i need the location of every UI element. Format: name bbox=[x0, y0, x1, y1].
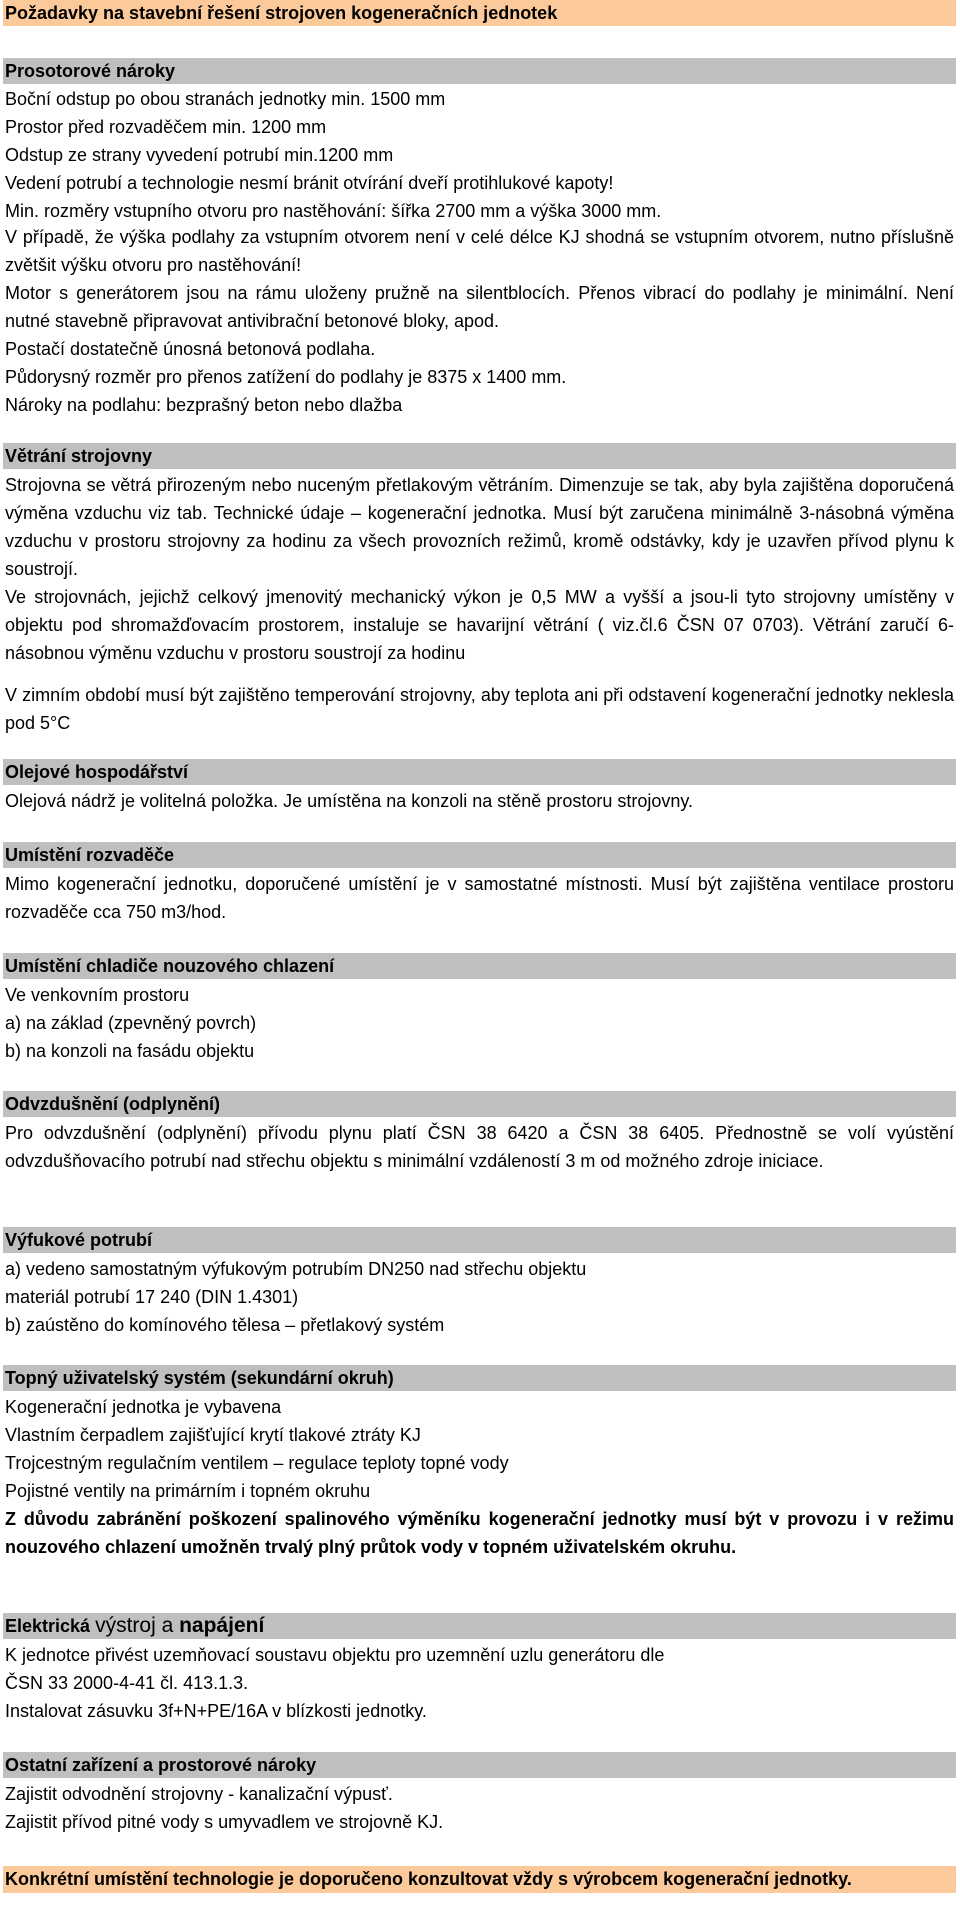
text-line: Vedení potrubí a technologie nesmí bránit otvírání dveří protihlukové kapoty! bbox=[5, 173, 614, 193]
paragraph: Ve strojovnách, jejichž celkový jmenovitý mechanický výkon je 0,5 MW a vyšší a jsou-li tyto strojovny umístěny v objektu pod shromažďovacím prostorem, instaluje se havarijní větrání ( viz.čl.6 ČSN 07 0703). Větrání zaručí 6-násobnou výměnu vzduchu v prostoru soustrojí za hodinu bbox=[5, 587, 954, 663]
section-heading-odvzdusneni: Odvzdušnění (odplynění) bbox=[3, 1091, 956, 1117]
text-line: Kogenerační jednotka je vybavena bbox=[5, 1397, 282, 1417]
text-line: b) zaústěno do komínového tělesa – přetlakový systém bbox=[5, 1315, 445, 1335]
text-line: materiál potrubí 17 240 (DIN 1.4301) bbox=[5, 1287, 299, 1307]
text-line: a) vedeno samostatným výfukovým potrubím DN250 nad střechu objektu bbox=[5, 1259, 587, 1279]
text-line: Zajistit odvodnění strojovny - kanalizační výpusť. bbox=[5, 1784, 393, 1804]
section-heading-ostatni: Ostatní zařízení a prostorové nároky bbox=[3, 1752, 956, 1778]
text-line: Zajistit přívod pitné vody s umyvadlem ve strojovně KJ. bbox=[5, 1812, 444, 1832]
text-line: Min. rozměry vstupního otvoru pro nastěhování: šířka 2700 mm a výška 3000 mm. bbox=[5, 201, 662, 221]
section-heading-topny: Topný uživatelský systém (sekundární okruh) bbox=[3, 1365, 956, 1391]
section-heading-rozvadec: Umístění rozvaděče bbox=[3, 842, 956, 868]
text-line: Půdorysný rozměr pro přenos zatížení do podlahy je 8375 x 1400 mm. bbox=[5, 367, 567, 387]
text-line: Nároky na podlahu: bezprašný beton nebo dlažba bbox=[5, 395, 403, 415]
text-line: Vlastním čerpadlem zajišťující krytí tlakové ztráty KJ bbox=[5, 1425, 421, 1445]
section-heading-chladic: Umístění chladiče nouzového chlazení bbox=[3, 953, 956, 979]
section-heading-vyfuk: Výfukové potrubí bbox=[3, 1227, 956, 1253]
footer-notice: Konkrétní umístění technologie je doporučeno konzultovat vždy s výrobcem kogenerační jednotky. bbox=[3, 1866, 956, 1893]
paragraph: V zimním období musí být zajištěno temperování strojovny, aby teplota ani při odstavení kogenerační jednotky neklesla pod 5°C bbox=[5, 685, 954, 733]
heading-part: napájení bbox=[179, 1614, 265, 1637]
section-heading-prostor: Prosotorové nároky bbox=[3, 58, 956, 84]
paragraph: Motor s generátorem jsou na rámu uloženy pružně na silentblocích. Přenos vibrací do podlahy je minimální. Není nutné stavebně připravovat antivibrační betonové bloky, apod. bbox=[5, 283, 954, 331]
paragraph: Pro odvzdušnění (odplynění) přívodu plynu platí ČSN 38 6420 a ČSN 38 6405. Přednostně se volí vyústění odvzdušňovacího potrubí nad střechu objektu s minimální vzdáleností 3 m od možného zdroje iniciace. bbox=[5, 1123, 954, 1171]
paragraph: Strojovna se větrá přirozeným nebo nuceným přetlakovým větráním. Dimenzuje se tak, aby byla zajištěna doporučená výměna vzduchu viz tab. Technické údaje – kogenerační jednotka. Musí být zaručena minimálně 3-násobná výměna vzduchu v prostoru strojovny za hodinu za všech provozních režimů, kromě odstávky, kdy je uzavřen přívod plynu k soustrojí. bbox=[5, 475, 954, 579]
text-line: ČSN 33 2000-4-41 čl. 413.1.3. bbox=[5, 1673, 249, 1693]
section-heading-elektro bbox=[3, 1613, 956, 1639]
paragraph: V případě, že výška podlahy za vstupním otvorem není v celé délce KJ shodná se vstupním otvorem, nutno příslušně zvětšit výšku otvoru pro nastěhování! bbox=[5, 227, 954, 275]
text-line: b) na konzoli na fasádu objektu bbox=[5, 1041, 255, 1061]
paragraph: Mimo kogenerační jednotku, doporučené umístění je v samostatné místnosti. Musí být zajištěna ventilace prostoru rozvaděče cca 750 m3/hod. bbox=[5, 874, 954, 922]
document-title: Požadavky na stavební řešení strojoven kogeneračních jednotek bbox=[3, 0, 956, 26]
section-heading-olej: Olejové hospodářství bbox=[3, 759, 956, 785]
text-line: Odstup ze strany vyvedení potrubí min.1200 mm bbox=[5, 145, 394, 165]
text-line: Postačí dostatečně únosná betonová podlaha. bbox=[5, 339, 376, 359]
text-line: Trojcestným regulačním ventilem – regulace teploty topné vody bbox=[5, 1453, 509, 1473]
text-line: Instalovat zásuvku 3f+N+PE/16A v blízkosti jednotky. bbox=[5, 1701, 427, 1721]
text-line: Pojistné ventily na primárním i topném okruhu bbox=[5, 1481, 371, 1501]
heading-part: Elektrická bbox=[5, 1616, 96, 1636]
bold-notice: Z důvodu zabránění poškození spalinového výměníku kogenerační jednotky musí být v provozu i v režimu nouzového chlazení umožněn trvalý plný průtok vody v topném uživatelském okruhu. bbox=[5, 1509, 954, 1557]
text-line: Boční odstup po obou stranách jednotky min. 1500 mm bbox=[5, 89, 446, 109]
text-line: Olejová nádrž je volitelná položka. Je umístěna na konzoli na stěně prostoru strojovny. bbox=[5, 791, 694, 811]
text-line: a) na základ (zpevněný povrch) bbox=[5, 1013, 257, 1033]
heading-part: výstroj a bbox=[95, 1614, 180, 1637]
text-line: Ve venkovním prostoru bbox=[5, 985, 190, 1005]
text-line: K jednotce přivést uzemňovací soustavu objektu pro uzemnění uzlu generátoru dle bbox=[5, 1645, 665, 1665]
text-line: Prostor před rozvaděčem min. 1200 mm bbox=[5, 117, 327, 137]
section-heading-vetrani: Větrání strojovny bbox=[3, 443, 956, 469]
